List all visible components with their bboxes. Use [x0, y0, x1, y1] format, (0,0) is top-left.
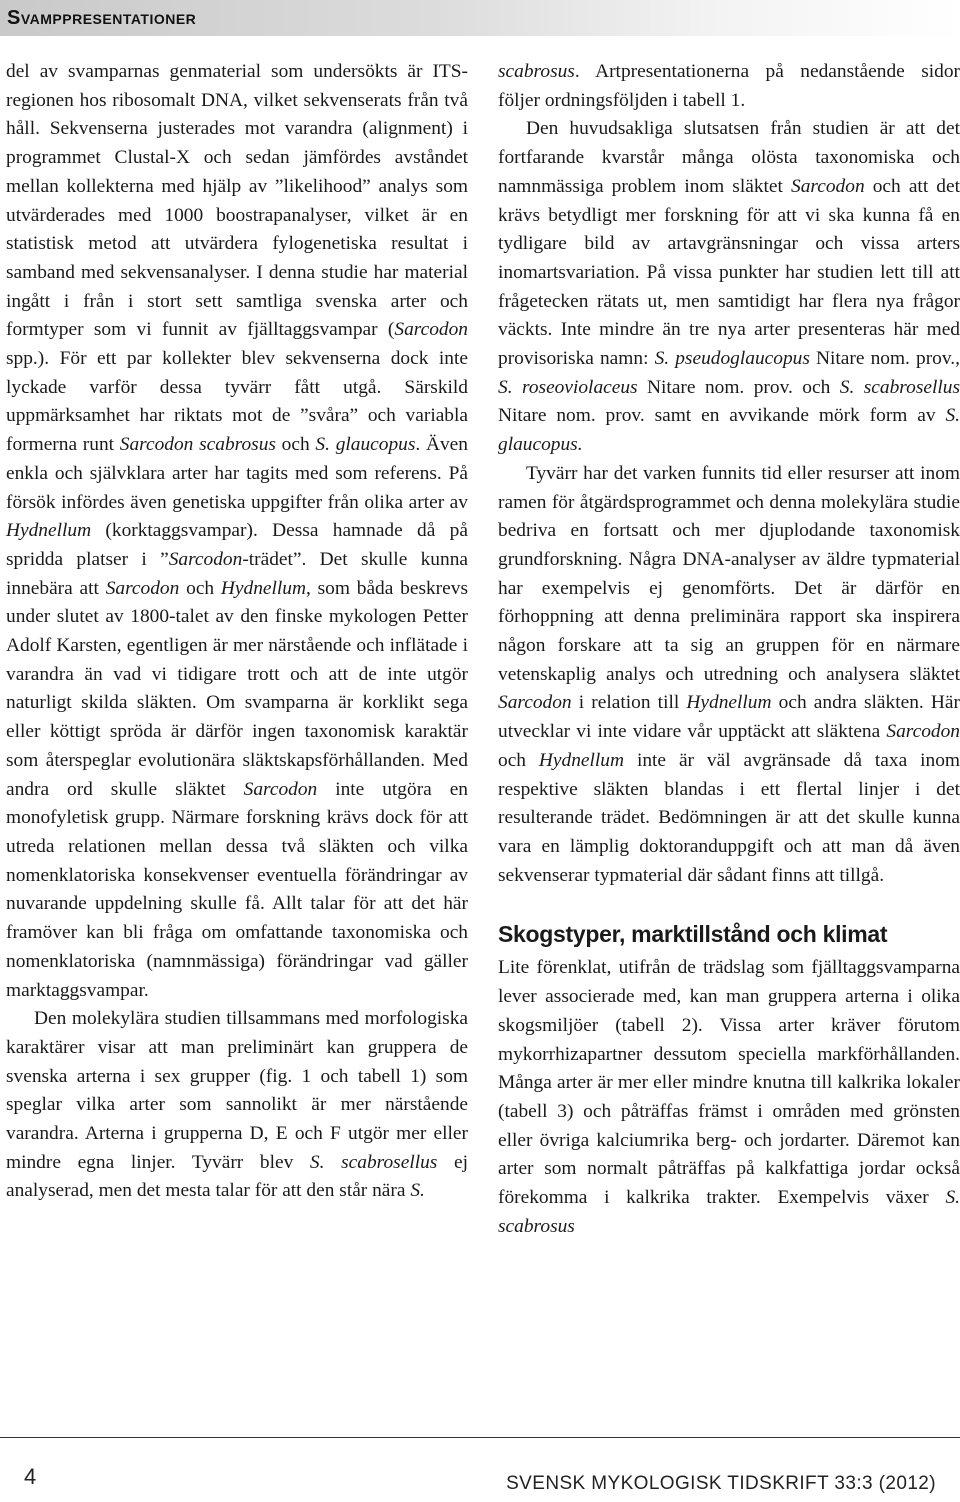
italic-text: S. glaucopus. [498, 405, 960, 456]
text-run: Nitare nom. prov. samt en avvikande mörk form av [498, 405, 946, 427]
text-run: och [179, 577, 221, 599]
text-run: del av svamparnas genmaterial som undersökts är ITS-regionen hos ribosomalt DNA, vilket sekvenserats från två håll. Sekvenserna justerades mot varandra (alignment) i programmet Clustal-X och sedan jämfördes avståndet mellan kollekterna med hjälp av ”likelihood” analys som utvärderades med 1000 boostrapanalyser, vilket är en statistisk metod att utvärdera fylogenetiska resultat i samband med sekvensanalyser. I denna studie har material ingått i från i stort sett samtliga svenska arter och formtyper som vi funnit av fjälltaggsvampar ( [6, 61, 468, 341]
text-run: -trädet”. Det skulle kunna innebära att [6, 548, 468, 599]
text-run: och [498, 749, 539, 771]
text-run: inte är väl avgränsade då taxa inom respektive släkten blandas i ett flertal linjer i det resulterande trädet. Bedömningen är att det skulle kunna vara en lämplig doktoranduppgift och att man då även sekvenserar typmaterial där sådant finns att tillgå. [498, 749, 960, 886]
italic-text: S. glaucopus [315, 434, 416, 456]
text-run: spp.). För ett par kollekter blev sekvenserna dock inte lyckade varför dessa tyvärr fått utgå. Särskild uppmärksamhet har riktats mot de ”svåra” och variabla formerna runt [6, 348, 468, 456]
text-run: och [275, 434, 316, 456]
italic-text: S. scabrosellus [839, 376, 960, 398]
text-run: (korktaggsvampar). Dessa hamnade då på spridda platser i ” [6, 520, 468, 570]
italic-text: Hydnellum [686, 692, 772, 714]
paragraph [498, 115, 960, 459]
paragraph [498, 460, 960, 891]
text-run: Den molekylära studien tillsammans med morfologiska karaktärer visar att man preliminärt kan gruppera de svenska arterna i sex grupper (fig. 1 och tabell 1) som speglar vilka arter som sannolikt är mer närstående varandra. Arterna i grupperna D, E och F utgör mer eller mindre egna linjer. Tyvärr blev [6, 1008, 468, 1173]
section-heading: Skogstyper, marktillstånd och klimat [498, 921, 888, 948]
text-run: i relation till [571, 692, 687, 714]
footer-rule [0, 1437, 960, 1438]
italic-text: scabrosus [498, 61, 575, 82]
italic-text: Sarcodon [105, 577, 180, 599]
text-run: och att det krävs betydligt mer forskning för att vi ska kunna få en tydligare bild av artavgränsningar och vissa arters inomartsvariation. På vissa punkter har studien lett till att frågetecken rätats ut, men samtidigt har flera nya frågor väckts. Inte mindre än tre nya arter presenteras här med provisoriska namn: [498, 175, 960, 370]
text-run: , som båda beskrevs under slutet av 1800-talet av den finske mykologen Petter Adolf Karsten, egentligen är mer närstående och inflätade i varandra än vad vi tidigare trott och att de inte utgör naturligt skilda släkten. Om svamparna är korklikt sega eller köttigt spröda är därför ingen taxonomisk karaktär som återspeglar evolutionära släktskapsförhållanden. Med andra ord skulle släktet [6, 577, 468, 800]
text-run: Nitare nom. prov. och [637, 376, 840, 398]
italic-text: S. pseudoglaucopus [654, 348, 810, 370]
italic-text: Sarcodon [886, 721, 960, 743]
paragraph [498, 58, 960, 115]
text-run: Nitare nom. prov., [809, 348, 960, 370]
italic-text: Hydnellum [538, 749, 625, 771]
italic-text: Sarcodon scabrosus [119, 434, 276, 456]
paragraph [6, 58, 468, 1005]
text-run: Tyvärr har det varken funnits tid eller resurser att inom ramen för åtgärdsprogrammet och denna molekylära studie bedriva en fortsatt och mer djuplodande taxonomisk grundforskning. Några DNA-analyser av äldre typmaterial har exempelvis ej genomförts. Det är därför en förhoppning att denna preliminära rapport ska inspirera någon forskare att ta sig an gruppen för en närmare vetenskaplig analys och utredning och analysera släktet [498, 462, 960, 685]
paragraph [498, 954, 960, 1241]
text-run: . Artpresentationerna på nedanstående sidor följer ordningsföljden i tabell 1. [498, 61, 960, 111]
right-column [498, 58, 960, 1241]
italic-text: Sarcodon [243, 778, 318, 800]
text-run: Lite förenklat, utifrån de trädslag som fjälltaggsvamparna lever associerade med, kan man gruppera arterna i olika skogsmiljöer (tabell 2). Vissa arter kräver förutom mykorrhizapartner dessutom speciella markförhållanden. Många arter är mer eller mindre knutna till kalkrika lokaler (tabell 3) och påträffas främst i områden med grönsten eller övriga kalciumrika berg- och jordarter. Däremot kan arter som normalt påträffas på kalkfattiga jordar också förekomma i kalkrika trakter. Exempelvis växer [498, 957, 960, 1209]
italic-text: Sarcodon [498, 692, 572, 714]
paragraph [6, 1005, 468, 1206]
italic-text: S. [410, 1180, 425, 1202]
section-header-title: Svamppresentationer [7, 7, 197, 29]
left-column [6, 58, 468, 1206]
journal-name: SVENSK MYKOLOGISK TIDSKRIFT 33:3 (2012) [506, 1473, 936, 1494]
text-run: och andra släkten. Här utvecklar vi inte vidare vår upptäckt att släktena [498, 692, 960, 743]
text-run: ej analyserad, men det mesta talar för att den står nära [6, 1151, 469, 1202]
italic-text: S. roseoviolaceus [498, 376, 638, 398]
text-run: Den huvudsakliga slutsatsen från studien är att det fortfarande kvarstår många olösta taxonomiska och namnmässiga problem inom släktet [498, 118, 960, 197]
italic-text: Sarcodon [791, 175, 865, 197]
text-run: . Även enkla och självklara arter har tagits med som referens. På försök infördes även genetiska uppgifter från olika arter av [6, 434, 468, 513]
italic-text: Hydnellum [220, 577, 306, 599]
italic-text: Sarcodon [394, 319, 468, 341]
page-number: 4 [24, 1464, 37, 1489]
text-run: inte utgöra en monofyletisk grupp. Närmare forskning krävs dock för att utreda relationen mellan dessa två släkten och vilka nomenklatoriska konsekvenser eventuella förändringar av nuvarande uppdelning skulle få. Allt talar för att det här framöver kan bli fråga om omfattande taxonomiska och nomenklatoriska (namnmässiga) förändringar vad gäller marktaggsvampar. [6, 778, 469, 1001]
italic-text: S. scabrosus [498, 1187, 960, 1237]
italic-text: Hydnellum [6, 520, 92, 542]
italic-text: Sarcodon [168, 548, 243, 570]
italic-text: S. scabrosellus [309, 1151, 438, 1173]
